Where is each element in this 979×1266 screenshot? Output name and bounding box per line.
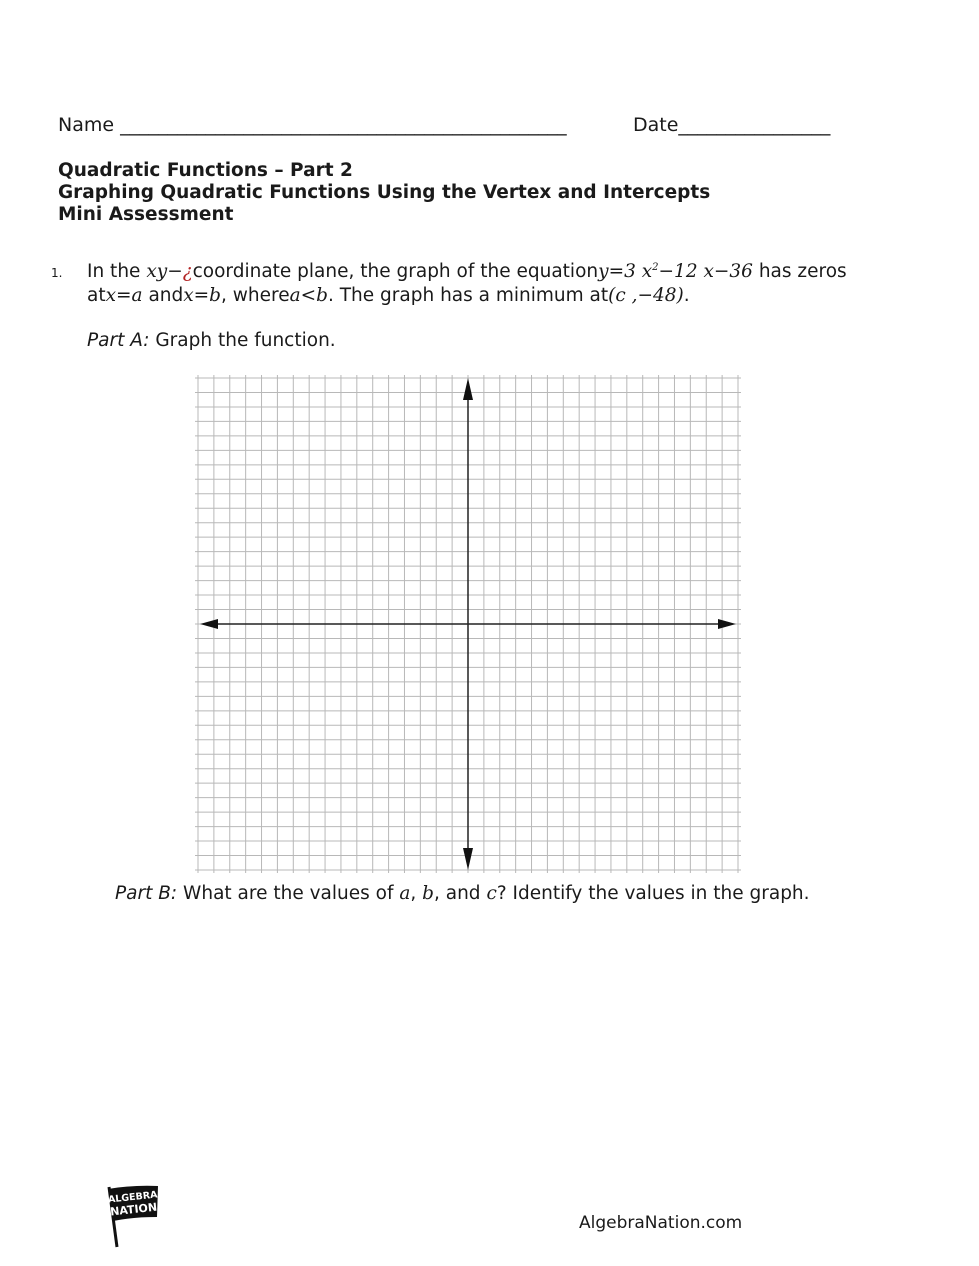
logo-text-line-2: NATION: [109, 1200, 158, 1219]
q-text-3: has zeros: [752, 261, 847, 282]
part-a-text: Graph the function.: [149, 330, 336, 351]
q-aleb: a<b: [289, 285, 328, 306]
title-line-3: Mini Assessment: [58, 204, 234, 225]
q-text-4: at: [87, 285, 106, 306]
question-number: 1.: [51, 266, 63, 280]
q-eq-b: −12 x−36: [658, 261, 753, 282]
q-text-5: and: [142, 285, 184, 306]
title-block: [58, 160, 710, 226]
part-b-b: b: [422, 883, 434, 904]
date-field: [633, 114, 830, 136]
date-blank: ________________: [678, 114, 831, 136]
q-eq-a: y=3 x: [598, 261, 653, 282]
q-text-6: , where: [221, 285, 290, 306]
title-line-1: Quadratic Functions – Part 2: [58, 160, 353, 181]
q-text-1: In the: [87, 261, 147, 282]
y-axis-arrow-up-icon: [463, 378, 473, 400]
logo-text-line-1: ALGEBRA: [107, 1189, 158, 1206]
axes: [200, 378, 736, 870]
footer-site: AlgebraNation.com: [579, 1213, 743, 1233]
q-text-7: . The graph has a minimum at: [328, 285, 609, 306]
title-line-2: Graphing Quadratic Functions Using the Vertex and Intercepts: [58, 182, 711, 203]
q-xb: x=b: [183, 285, 222, 306]
name-blank: _______________________________________________: [120, 114, 567, 136]
q-text-2: coordinate plane, the graph of the equation: [192, 261, 599, 282]
name-label: Name: [58, 114, 115, 136]
q-xy: xy−: [146, 261, 183, 282]
part-a: [87, 330, 336, 351]
x-axis-arrow-right-icon: [718, 619, 736, 629]
part-b-text-1: What are the values of: [177, 883, 400, 904]
y-axis-arrow-down-icon: [463, 848, 473, 870]
part-b-comma: ,: [410, 883, 423, 904]
date-label: Date: [633, 114, 679, 136]
part-b-label: Part B:: [115, 883, 178, 904]
part-b-c: c: [486, 883, 497, 904]
part-a-label: Part A:: [87, 330, 150, 351]
question-line-2: [87, 285, 690, 306]
part-b-text-3: ? Identify the values in the graph.: [496, 883, 810, 904]
q-text-8: .: [683, 285, 690, 306]
algebra-nation-logo: [100, 1183, 164, 1251]
part-b-a: a: [399, 883, 411, 904]
coordinate-grid[interactable]: [192, 374, 744, 876]
q-equation: [598, 261, 753, 282]
part-b: [115, 883, 810, 904]
question-line-1: [87, 261, 847, 282]
q-vertex: (c ,−48): [608, 285, 684, 306]
part-b-text-2: , and: [433, 883, 487, 904]
x-axis-arrow-left-icon: [200, 619, 218, 629]
q-eq-exp: 2: [652, 261, 659, 273]
name-field: [58, 114, 567, 136]
q-xa: x=a: [105, 285, 143, 306]
q-glyph: ¿: [182, 261, 193, 282]
